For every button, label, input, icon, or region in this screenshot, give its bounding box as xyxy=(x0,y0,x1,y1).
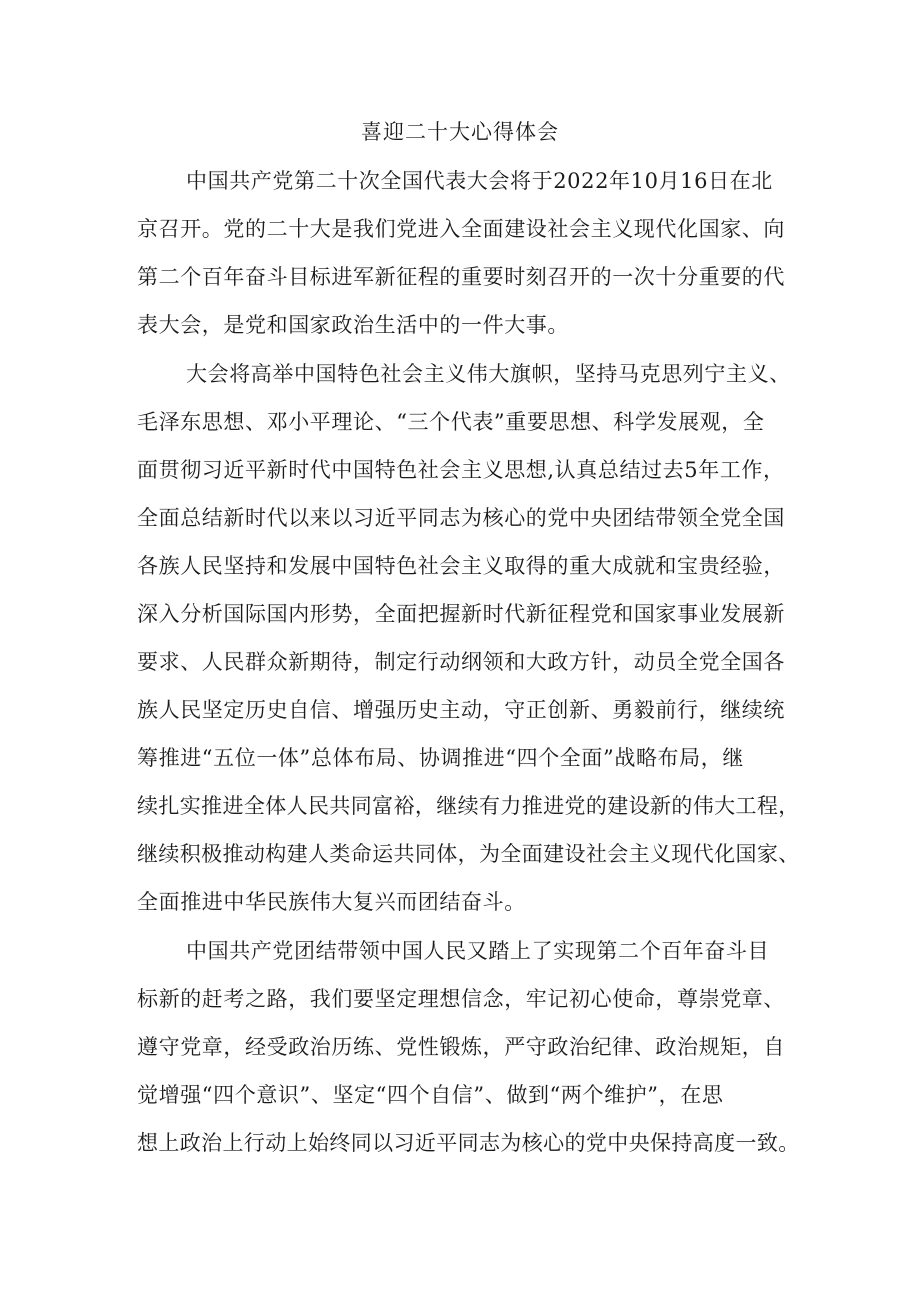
paragraph-2-line-7: 要求、人民群众新期待，制定行动纲领和大政方针，动员全党全国各 xyxy=(137,650,785,674)
paragraph-2-line-10: 续扎实推进全体人民共同富裕，继续有力推进党的建设新的伟大工程， xyxy=(137,794,800,818)
paragraph-2-line-11: 继续积极推动构建人类命运共同体，为全面建设社会主义现代化国家、 xyxy=(137,842,800,866)
paragraph-2-line-2: 毛泽东思想、邓小平理论、“三个代表”重要思想、科学发展观，全 xyxy=(137,410,765,434)
paragraph-2-line-8: 族人民坚定历史自信、增强历史主动，守正创新、勇毅前行，继续统 xyxy=(137,698,785,722)
paragraph-3-line-5: 想上政治上行动上始终同以习近平同志为核心的党中央保持高度一致。 xyxy=(137,1131,800,1155)
paragraph-2-line-12: 全面推进中华民族伟大复兴而团结奋斗。 xyxy=(137,890,526,914)
paragraph-1-line-3: 第二个百年奋斗目标进军新征程的重要时刻召开的一次十分重要的代 xyxy=(137,265,785,289)
paragraph-1-line-4: 表大会，是党和国家政治生活中的一件大事。 xyxy=(137,313,569,337)
paragraph-2-line-4: 全面总结新时代以来以习近平同志为核心的党中央团结带领全党全国 xyxy=(137,506,785,530)
paragraph-1-line-2: 京召开。党的二十大是我们党进入全面建设社会主义现代化国家、向 xyxy=(137,217,785,241)
paragraph-2-line-3: 面贯彻习近平新时代中国特色社会主义思想,认真总结过去5年工作， xyxy=(137,458,785,482)
paragraph-2-line-5: 各族人民坚持和发展中国特色社会主义取得的重大成就和宝贵经验， xyxy=(137,554,785,578)
paragraph-2-line-1: 大会将高举中国特色社会主义伟大旗帜，坚持马克思列宁主义、 xyxy=(186,362,791,386)
paragraph-2-line-9: 筹推进“五位一体”总体布局、协调推进“四个全面”战略布局，继 xyxy=(137,746,744,770)
paragraph-3-line-1: 中国共产党团结带领中国人民又踏上了实现第二个百年奋斗目 xyxy=(186,939,770,963)
paragraph-3-line-4: 觉增强“四个意识”、坚定“四个自信”、做到“两个维护”，在思 xyxy=(137,1083,724,1107)
paragraph-3-line-3: 遵守党章，经受政治历练、党性锻炼，严守政治纪律、政治规矩，自 xyxy=(137,1035,785,1059)
document-title: 喜迎二十大心得体会 xyxy=(361,120,559,144)
paragraph-2-line-6: 深入分析国际国内形势，全面把握新时代新征程党和国家事业发展新 xyxy=(137,602,785,626)
paragraph-3-line-2: 标新的赶考之路，我们要坚定理想信念，牢记初心使命，尊崇党章、 xyxy=(137,987,785,1011)
paragraph-1-line-1: 中国共产党第二十次全国代表大会将于2022年10月16日在北 xyxy=(186,169,773,193)
